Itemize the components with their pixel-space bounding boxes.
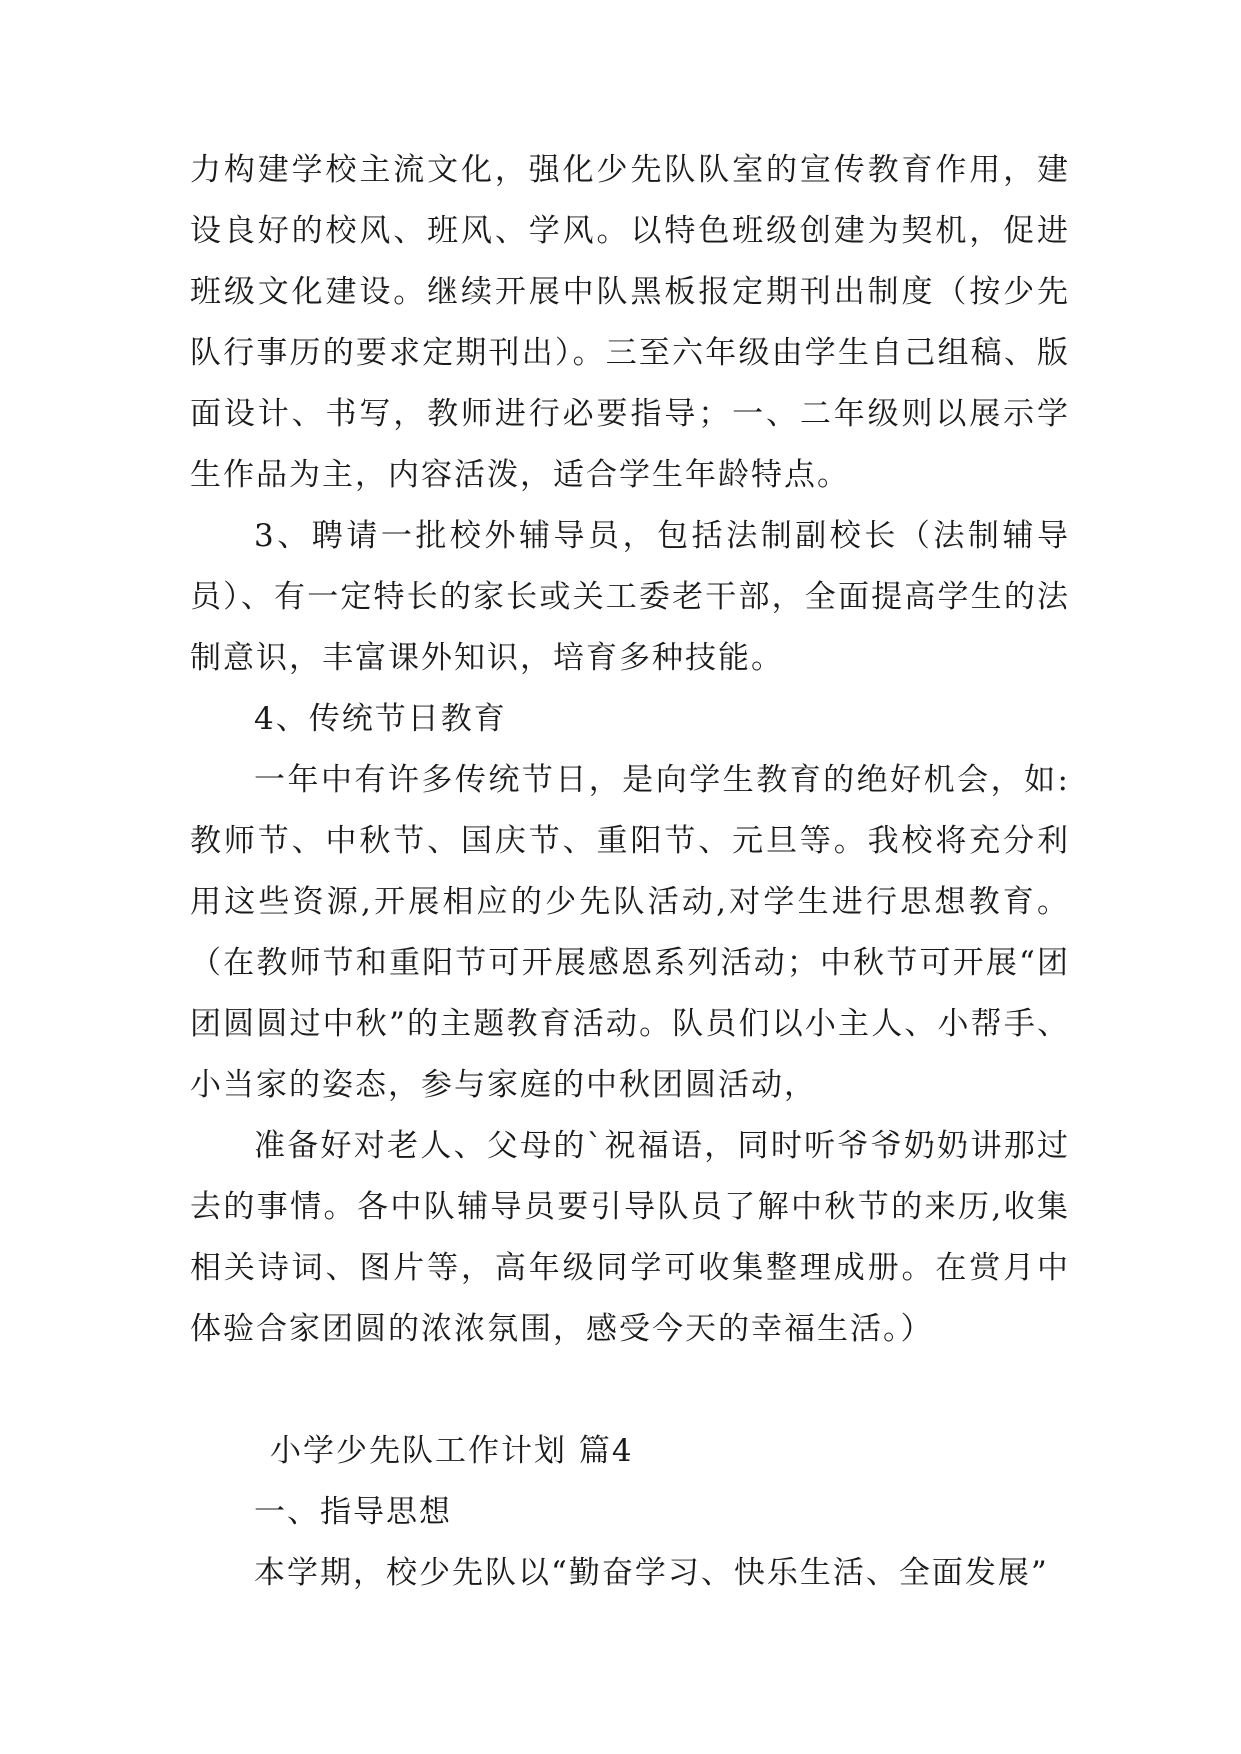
paragraph-festival-opportunities: 一年中有许多传统节日，是向学生教育的绝好机会，如:教师节、中秋节、国庆节、重阳节、元旦等。我校将充分利用这些资源,开展相应的少先队活动,对学生进行思想教育。（在教师节和重阳节可开展感恩系列活动；中秋节可开展“团团圆圆过中秋”的主题教育活动。队员们以小主人、小帮手、小当家的姿态，参与家庭的中秋团圆活动， [190,762,1070,1103]
paragraph-semester-intro: 本学期，校少先队以“勤奋学习、快乐生活、全面发展” [254,1555,1049,1591]
paragraph-external-counselors: 3、聘请一批校外辅导员，包括法制副校长（法制辅导员）、有一定特长的家长或关工委老干部，全面提高学生的法制意识，丰富课外知识，培育多种技能。 [190,518,1070,676]
paragraph-mid-autumn-activities: 准备好对老人、父母的`祝福语，同时听爷爷奶奶讲那过去的事情。各中队辅导员要引导队员了解中秋节的来历,收集相关诗词、图片等，高年级同学可收集整理成册。在赏月中体验合家团圆的浓浓氛围，感受今天的幸福生活。） [190,1128,1070,1347]
document-body [190,140,1070,1604]
paragraph-school-culture: 力构建学校主流文化，强化少先队队室的宣传教育作用，建设良好的校风、班风、学风。以特色班级创建为契机，促进班级文化建设。继续开展中队黑板报定期刊出制度（按少先队行事历的要求定期刊出）。三至六年级由学生自己组稿、版面设计、书写，教师进行必要指导；一、二年级则以展示学生作品为主，内容活泼，适合学生年龄特点。 [190,152,1070,493]
section-title: 小学少先队工作计划 篇4 [270,1433,634,1469]
heading-guiding-ideology: 一、指导思想 [254,1494,452,1530]
paragraph-traditional-festivals-heading: 4、传统节日教育 [254,701,507,737]
